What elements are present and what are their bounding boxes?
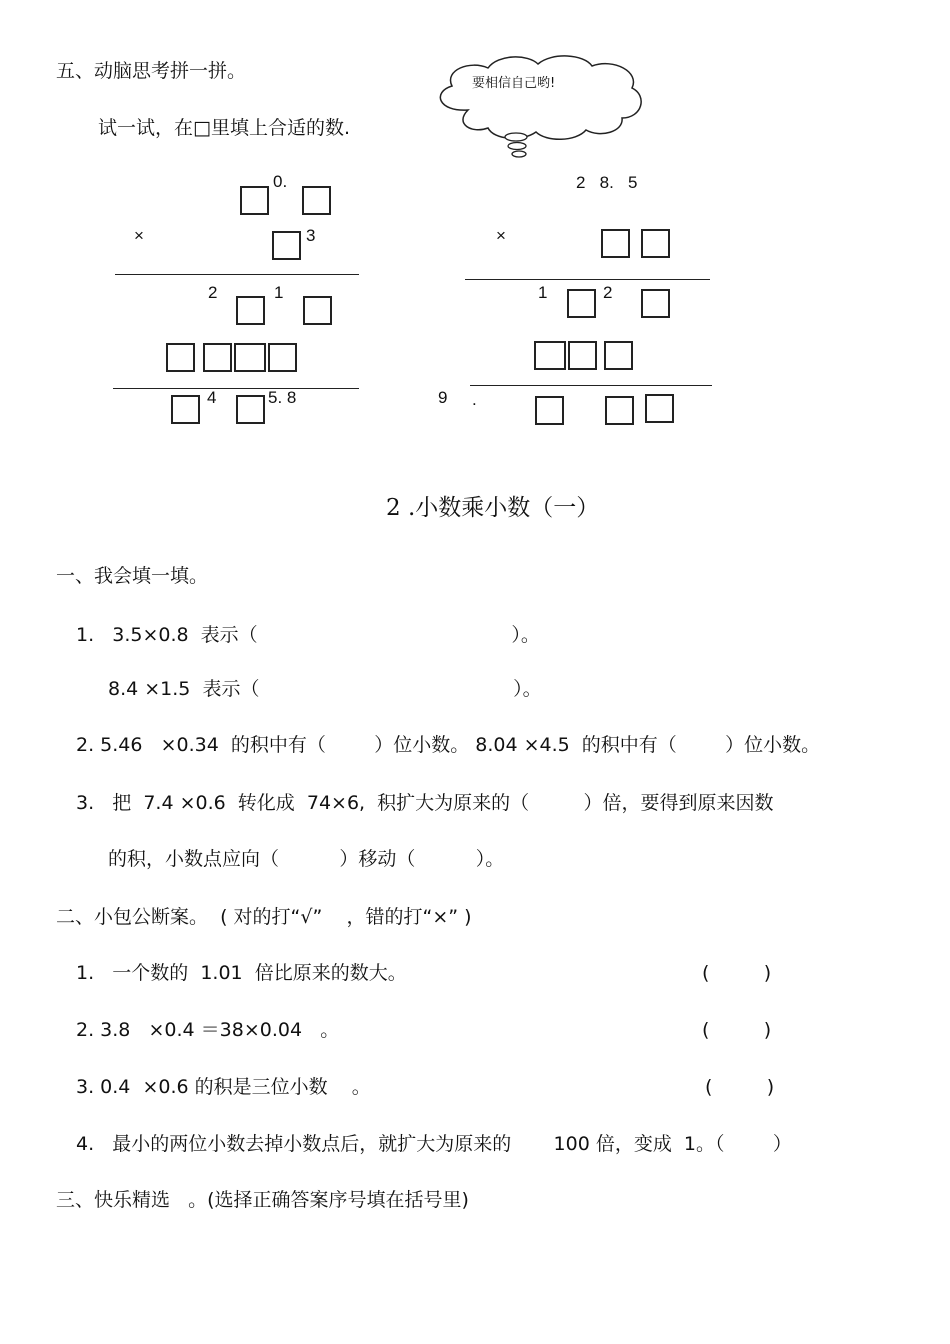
- judge-item-paren[interactable]: ( ): [702, 1019, 772, 1041]
- digit-label: 9: [438, 388, 448, 407]
- digit-box[interactable]: [272, 231, 301, 260]
- digit-box[interactable]: [171, 395, 200, 424]
- digit-label: 3: [306, 226, 316, 245]
- digit-box[interactable]: [641, 289, 670, 318]
- question-2: 2. 5.46 ×0.34 的积中有（ ）位小数。 8.04 ×4.5 的积中有（ ）位小数。: [76, 734, 821, 756]
- digit-box[interactable]: [641, 229, 670, 258]
- digit-label: 2 8. 5: [576, 173, 638, 192]
- divider-line: [470, 385, 712, 386]
- digit-box[interactable]: [535, 396, 564, 425]
- digit-label: 2: [603, 283, 613, 302]
- question-3b: 的积，小数点应向（ ）移动（ ）。: [108, 848, 505, 870]
- lesson-title: 2 .小数乘小数（一）: [386, 495, 600, 521]
- digit-label: 5. 8: [268, 388, 297, 407]
- digit-box[interactable]: [645, 394, 674, 423]
- digit-box[interactable]: [534, 341, 566, 370]
- digit-box[interactable]: [268, 343, 297, 372]
- question-1b: 8.4 ×1.5 表示（ ）。: [108, 678, 542, 700]
- digit-label: 4: [207, 388, 217, 407]
- section5-instruction: 试一试，在□里填上合适的数.: [98, 117, 350, 139]
- part3-heading: 三、快乐精选 。(选择正确答案序号填在括号里): [56, 1189, 469, 1211]
- divider-line: [465, 279, 710, 280]
- digit-label: 2: [208, 283, 218, 302]
- judge-item-text: 3. 0.4 ×0.6 的积是三位小数 。: [76, 1076, 371, 1098]
- judge-item-text: 1. 一个数的 1.01 倍比原来的数大。: [76, 962, 407, 984]
- digit-box[interactable]: [303, 296, 332, 325]
- digit-label: 0.: [273, 172, 288, 191]
- judge-item-paren[interactable]: ( ): [705, 1076, 775, 1098]
- digit-box[interactable]: [236, 395, 265, 424]
- cloud-text: 要相信自己哟!: [472, 76, 556, 91]
- digit-box[interactable]: [605, 396, 634, 425]
- divider-line: [113, 388, 359, 389]
- part1-heading: 一、我会填一填。: [56, 565, 209, 587]
- judge-item-paren[interactable]: ( ): [702, 962, 772, 984]
- times-sign: ×: [134, 226, 144, 245]
- thought-cloud-icon: [428, 52, 646, 162]
- judge-item-text: 4. 最小的两位小数去掉小数点后，就扩大为原来的 100 倍，变成 1。（ ）: [76, 1133, 792, 1155]
- digit-box[interactable]: [601, 229, 630, 258]
- judge-item-text: 2. 3.8 ×0.4 ＝38×0.04 。: [76, 1019, 340, 1041]
- question-3a: 3. 把 7.4 ×0.6 转化成 74×6, 积扩大为原来的（ ）倍，要得到原来因数: [76, 792, 774, 814]
- section5-heading: 五、动脑思考拼一拼。: [56, 60, 247, 82]
- digit-box[interactable]: [604, 341, 633, 370]
- digit-label: 1: [274, 283, 284, 302]
- question-1a: 1. 3.5×0.8 表示（ ）。: [76, 624, 540, 646]
- digit-box[interactable]: [567, 289, 596, 318]
- part2-heading: 二、小包公断案。 ( 对的打“√” ，错的打“×” ): [56, 906, 472, 928]
- digit-box[interactable]: [568, 341, 597, 370]
- times-sign: ×: [496, 226, 506, 245]
- digit-label: 1: [538, 283, 548, 302]
- digit-box[interactable]: [166, 343, 195, 372]
- digit-box[interactable]: [236, 296, 265, 325]
- divider-line: [115, 274, 359, 275]
- digit-box[interactable]: [203, 343, 232, 372]
- decimal-point: .: [472, 390, 477, 409]
- digit-box[interactable]: [302, 186, 331, 215]
- digit-box[interactable]: [234, 343, 266, 372]
- digit-box[interactable]: [240, 186, 269, 215]
